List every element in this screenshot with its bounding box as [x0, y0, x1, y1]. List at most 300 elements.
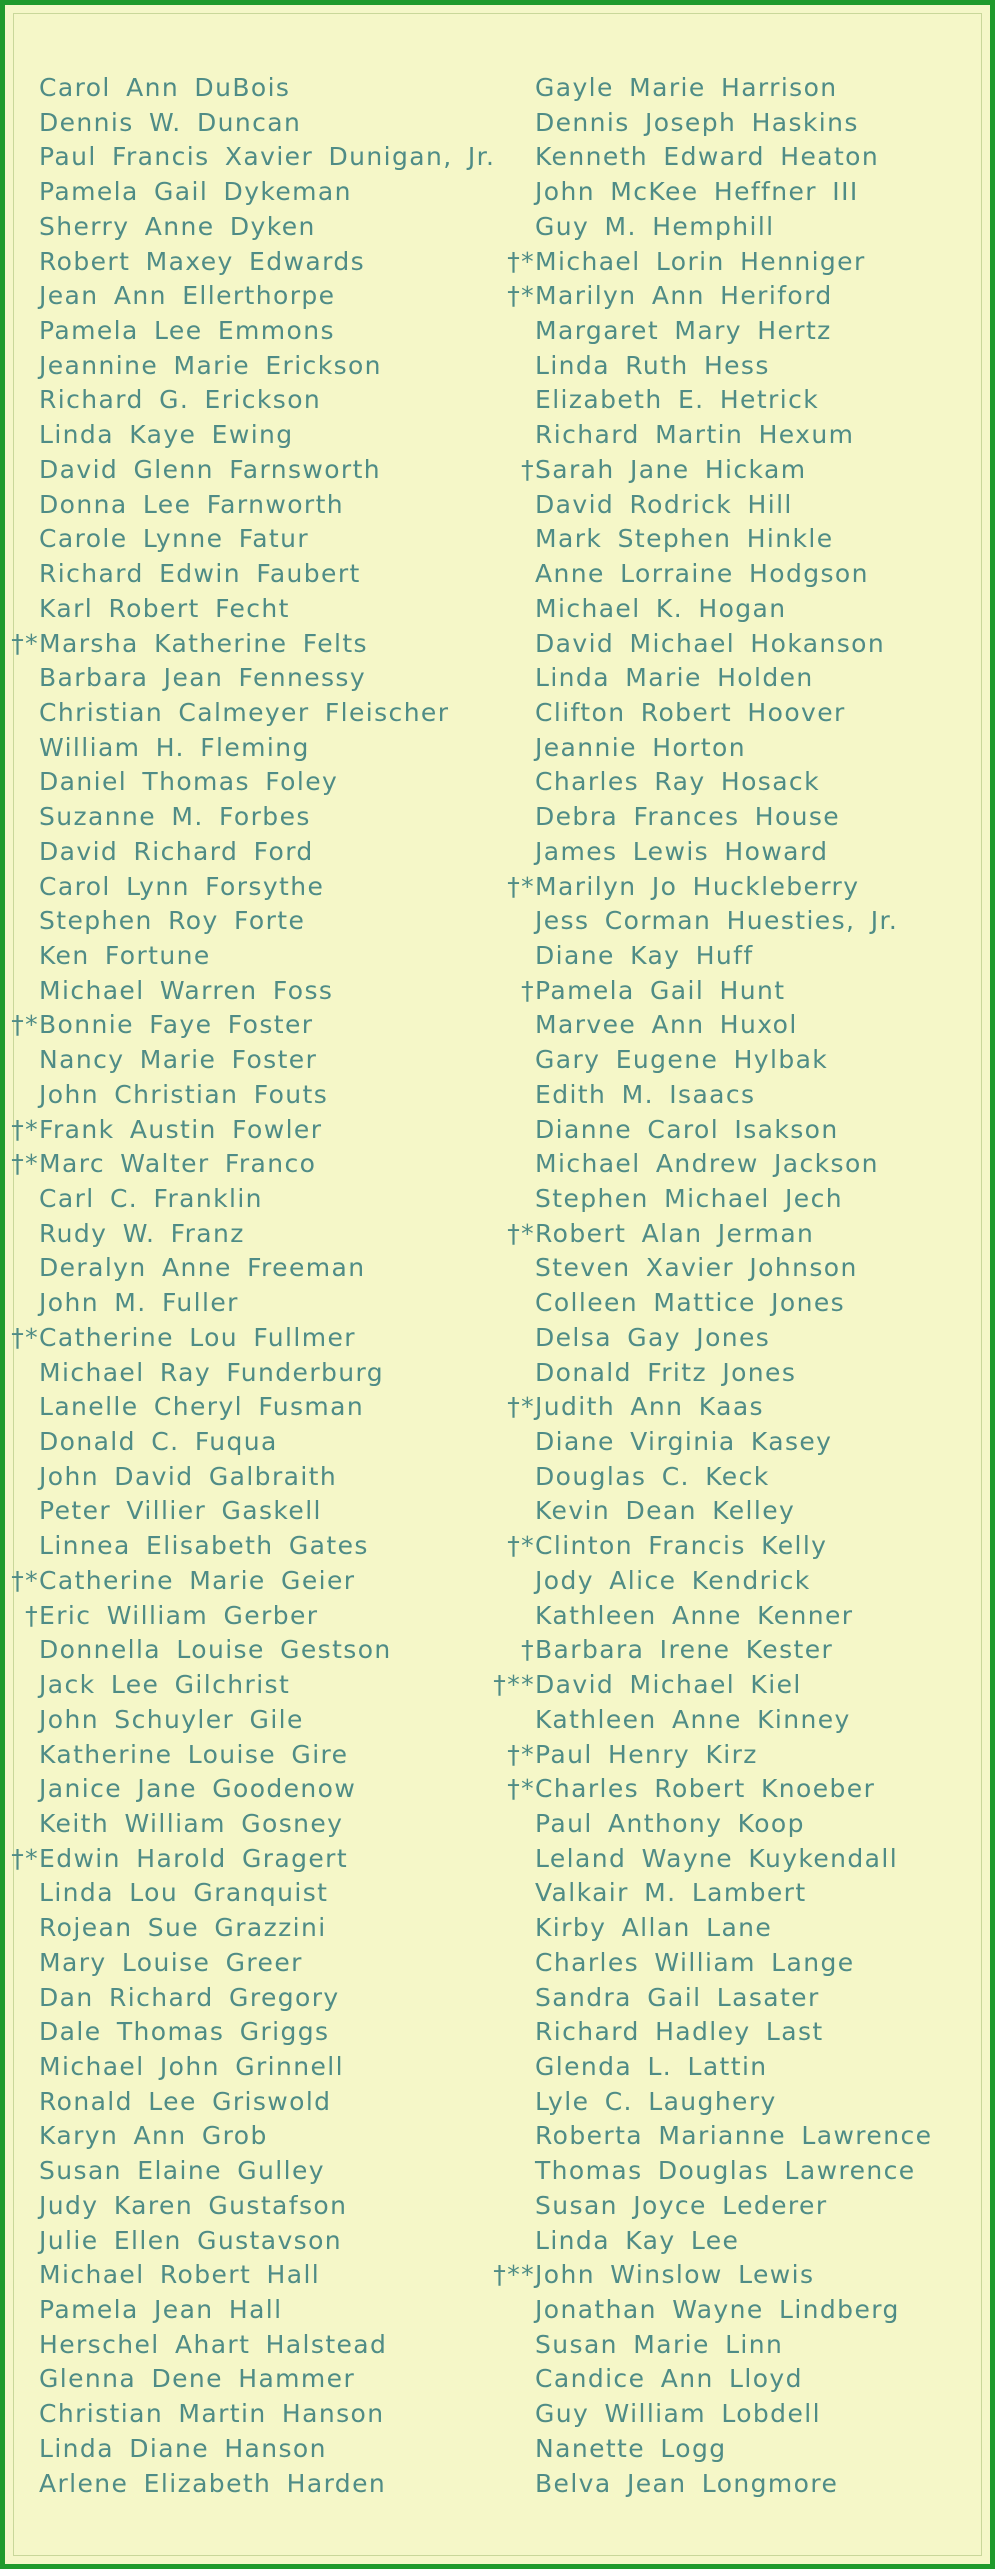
name-entry: [477, 1113, 987, 1148]
name-entry: [477, 1529, 987, 1564]
name-entry: [9, 2467, 489, 2502]
name-entry: [9, 522, 489, 557]
entry-name: Kathleen Anne Kinney: [535, 1704, 851, 1734]
entry-mark: †: [25, 1600, 39, 1630]
entry-name: Keith William Gosney: [39, 1808, 344, 1838]
name-entry: [9, 1494, 489, 1529]
entry-name: Linda Diane Hanson: [39, 2433, 327, 2463]
name-entry: [9, 661, 489, 696]
name-entry: [9, 2015, 489, 2050]
entry-name: Linda Marie Holden: [535, 663, 814, 693]
name-entry: [9, 800, 489, 835]
entry-name: Pamela Gail Dykeman: [39, 177, 352, 207]
entry-name: Donna Lee Farnworth: [39, 489, 345, 519]
name-entry: [9, 1772, 489, 1807]
entry-name: Pamela Gail Hunt: [535, 975, 786, 1005]
entry-name: Gary Eugene Hylbak: [535, 1045, 829, 1075]
name-entry: [9, 279, 489, 314]
name-entry: [9, 557, 489, 592]
entry-name: Linda Ruth Hess: [535, 350, 770, 380]
entry-name: Candice Ann Lloyd: [535, 2364, 803, 2394]
entry-name: John M. Fuller: [39, 1288, 239, 1318]
entry-mark: †**: [493, 2260, 535, 2290]
entry-name: Katherine Louise Gire: [39, 1739, 349, 1769]
entry-name: Leland Wayne Kuykendall: [535, 1843, 899, 1873]
name-entry: [9, 71, 489, 106]
entry-name: Marvee Ann Huxol: [535, 1010, 798, 1040]
entry-name: Karl Robert Fecht: [39, 593, 290, 623]
name-entry: [9, 1147, 489, 1182]
entry-name: Carol Ann DuBois: [39, 73, 291, 102]
name-entry: [477, 349, 987, 384]
entry-name: Jeannine Marie Erickson: [39, 350, 382, 380]
entry-name: Gayle Marie Harrison: [535, 73, 838, 102]
name-entry: [477, 661, 987, 696]
name-entry: [477, 2189, 987, 2224]
name-entry: [477, 557, 987, 592]
entry-name: Margaret Mary Hertz: [535, 316, 832, 346]
entry-name: Sandra Gail Lasater: [535, 1982, 820, 2012]
entry-name: Guy M. Hemphill: [535, 211, 775, 241]
name-entry: [477, 2293, 987, 2328]
entry-name: Donald C. Fuqua: [39, 1427, 278, 1457]
name-entry: [9, 1633, 489, 1668]
name-entry: [477, 1564, 987, 1599]
name-entry: [9, 418, 489, 453]
entry-name: Marilyn Jo Huckleberry: [535, 871, 860, 901]
left-name-column: [9, 71, 496, 2501]
name-entry: [477, 383, 987, 418]
name-entry: [477, 1842, 987, 1877]
name-entry: [9, 1390, 489, 1425]
entry-mark: †: [521, 975, 535, 1005]
entry-name: Barbara Jean Fennessy: [39, 663, 367, 693]
entry-name: Michael Robert Hall: [39, 2260, 321, 2290]
name-entry: [477, 1772, 987, 1807]
name-entry: [9, 2293, 489, 2328]
entry-name: Jean Ann Ellerthorpe: [39, 281, 336, 311]
entry-mark: †*: [11, 1322, 39, 1352]
entry-name: Ken Fortune: [39, 940, 211, 970]
name-entry: [477, 2015, 987, 2050]
name-entry: [9, 175, 489, 210]
entry-name: Richard Martin Hexum: [535, 420, 855, 450]
entry-name: Robert Maxey Edwards: [39, 246, 366, 276]
entry-name: Mark Stephen Hinkle: [535, 524, 834, 554]
entry-name: Michael Ray Funderburg: [39, 1357, 385, 1387]
entry-name: Glenda L. Lattin: [535, 2051, 768, 2081]
name-entry: [9, 1911, 489, 1946]
entry-name: Kathleen Anne Kenner: [535, 1600, 854, 1630]
entry-name: Carol Lynn Forsythe: [39, 871, 325, 901]
entry-name: David Glenn Farnsworth: [39, 454, 382, 484]
name-entry: [9, 1599, 489, 1634]
entry-name: Christian Martin Hanson: [39, 2399, 385, 2429]
name-entry: [477, 488, 987, 523]
name-entry: [9, 106, 489, 141]
entry-name: Glenna Dene Hammer: [39, 2364, 356, 2394]
entry-name: Michael K. Hogan: [535, 593, 787, 623]
name-entry: [9, 1842, 489, 1877]
name-entry: [477, 1356, 987, 1391]
name-entry: [477, 1807, 987, 1842]
name-entry: [477, 453, 987, 488]
entry-name: Kevin Dean Kelley: [535, 1496, 796, 1526]
name-entry: [477, 71, 987, 106]
entry-name: Jeannie Horton: [535, 732, 746, 762]
entry-name: Pamela Jean Hall: [39, 2295, 283, 2324]
entry-name: Jess Corman Huesties, Jr.: [535, 906, 899, 936]
entry-name: Clifton Robert Hoover: [535, 697, 846, 727]
entry-name: Elizabeth E. Hetrick: [535, 385, 820, 415]
name-entry: [9, 2050, 489, 2085]
entry-name: Deralyn Anne Freeman: [39, 1253, 366, 1283]
name-entry: [9, 2189, 489, 2224]
entry-name: Daniel Thomas Foley: [39, 767, 339, 797]
entry-name: Marc Walter Franco: [39, 1149, 317, 1179]
entry-name: Guy William Lobdell: [535, 2399, 821, 2429]
name-entry: [477, 870, 987, 905]
entry-name: David Michael Hokanson: [535, 628, 886, 658]
entry-name: Carl C. Franklin: [39, 1184, 263, 1213]
entry-mark: †*: [507, 1739, 535, 1769]
name-entry: [9, 1356, 489, 1391]
name-entry: [9, 2362, 489, 2397]
entry-name: Carole Lynne Fatur: [39, 524, 310, 554]
name-entry: [477, 1738, 987, 1773]
entry-name: Frank Austin Fowler: [39, 1114, 323, 1144]
entry-name: Charles Ray Hosack: [535, 767, 820, 797]
entry-name: Eric William Gerber: [39, 1600, 319, 1630]
entry-name: Susan Marie Linn: [535, 2329, 784, 2359]
entry-name: Susan Joyce Lederer: [535, 2190, 828, 2220]
entry-name: Sarah Jane Hickam: [535, 454, 807, 484]
entry-name: John David Galbraith: [39, 1461, 338, 1491]
name-entry: [477, 731, 987, 766]
name-entry: [477, 1876, 987, 1911]
name-entry: [9, 1182, 489, 1217]
name-entry: [477, 1321, 987, 1356]
name-entry: [477, 1981, 987, 2016]
entry-mark: †*: [11, 1565, 39, 1595]
entry-name: Dale Thomas Griggs: [39, 2017, 330, 2047]
entry-name: David Michael Kiel: [535, 1670, 802, 1700]
entry-name: Jonathan Wayne Lindberg: [535, 2295, 900, 2324]
entry-mark: †: [521, 1635, 535, 1665]
entry-name: Julie Ellen Gustavson: [39, 2225, 343, 2255]
entry-name: Paul Henry Kirz: [535, 1739, 758, 1769]
entry-name: Lyle C. Laughery: [535, 2086, 777, 2116]
entry-name: Paul Anthony Koop: [535, 1808, 805, 1838]
entry-name: Douglas C. Keck: [535, 1461, 770, 1491]
entry-name: Delsa Gay Jones: [535, 1322, 771, 1352]
entry-name: John McKee Heffner III: [535, 177, 859, 207]
name-entry: [9, 974, 489, 1009]
name-entry: [477, 175, 987, 210]
entry-name: Michael Lorin Henniger: [535, 246, 866, 276]
name-entry: [9, 2432, 489, 2467]
entry-name: William H. Fleming: [39, 732, 310, 762]
entry-name: Linda Kay Lee: [535, 2225, 740, 2255]
name-entry: [9, 2119, 489, 2154]
entry-name: Mary Louise Greer: [39, 1947, 303, 1977]
name-entry: [477, 106, 987, 141]
name-entry: [477, 1251, 987, 1286]
entry-name: Donald Fritz Jones: [535, 1357, 797, 1387]
entry-name: Linnea Elisabeth Gates: [39, 1531, 369, 1561]
entry-mark: †*: [11, 1114, 39, 1144]
entry-name: Roberta Marianne Lawrence: [535, 2121, 933, 2151]
entry-name: Linda Lou Granquist: [39, 1878, 329, 1908]
entry-name: Charles William Lange: [535, 1947, 855, 1977]
name-entry: [477, 1668, 987, 1703]
entry-name: Dennis Joseph Haskins: [535, 107, 859, 137]
entry-name: Judy Karen Gustafson: [39, 2190, 348, 2220]
name-entry: [477, 1460, 987, 1495]
name-entry: [9, 696, 489, 731]
name-entry: [9, 245, 489, 280]
name-entry: [477, 1182, 987, 1217]
name-entry: [477, 2362, 987, 2397]
name-entry: [9, 1286, 489, 1321]
entry-name: Nancy Marie Foster: [39, 1045, 318, 1075]
name-entry: [9, 765, 489, 800]
name-entry: [9, 1981, 489, 2016]
entry-name: Arlene Elizabeth Harden: [39, 2468, 387, 2498]
name-entry: [9, 2154, 489, 2189]
entry-name: Dennis W. Duncan: [39, 107, 302, 137]
name-entry: [9, 1703, 489, 1738]
entry-name: Pamela Lee Emmons: [39, 316, 335, 346]
name-entry: [9, 1251, 489, 1286]
entry-name: John Schuyler Gile: [39, 1704, 304, 1734]
entry-name: Stephen Michael Jech: [535, 1184, 843, 1213]
entry-name: Sherry Anne Dyken: [39, 211, 316, 241]
entry-name: Bonnie Faye Foster: [39, 1010, 314, 1040]
entry-name: Michael Andrew Jackson: [535, 1149, 879, 1179]
name-entry: [9, 1043, 489, 1078]
name-entry: [477, 592, 987, 627]
name-entry: [477, 627, 987, 662]
entry-mark: †*: [507, 871, 535, 901]
name-entry: [477, 522, 987, 557]
name-entry: [477, 140, 987, 175]
entry-name: Robert Alan Jerman: [535, 1218, 815, 1248]
entry-name: Marsha Katherine Felts: [39, 628, 368, 658]
name-entry: [9, 2224, 489, 2259]
name-entry: [9, 870, 489, 905]
entry-name: Barbara Irene Kester: [535, 1635, 834, 1665]
name-entry: [477, 904, 987, 939]
name-entry: [9, 731, 489, 766]
name-entry: [9, 1425, 489, 1460]
name-entry: [9, 1008, 489, 1043]
name-entry: [9, 1807, 489, 1842]
entry-mark: †: [521, 454, 535, 484]
name-entry: [9, 1460, 489, 1495]
right-name-column: [477, 71, 987, 2501]
entry-name: Belva Jean Longmore: [535, 2468, 839, 2498]
entry-name: Colleen Mattice Jones: [535, 1288, 846, 1318]
entry-mark: †**: [493, 1670, 535, 1700]
entry-name: Peter Villier Gaskell: [39, 1496, 322, 1526]
name-entry: [477, 2050, 987, 2085]
name-entry: [477, 1008, 987, 1043]
entry-name: Richard G. Erickson: [39, 385, 322, 415]
entry-name: Herschel Ahart Halstead: [39, 2329, 388, 2359]
entry-mark: †*: [507, 1392, 535, 1422]
name-entry: [477, 210, 987, 245]
entry-name: John Christian Fouts: [39, 1079, 329, 1109]
name-entry: [477, 1946, 987, 1981]
name-entry: [9, 453, 489, 488]
entry-name: Susan Elaine Gulley: [39, 2156, 325, 2186]
entry-mark: †*: [11, 1149, 39, 1179]
entry-mark: †*: [507, 281, 535, 311]
entry-mark: †*: [507, 246, 535, 276]
entry-name: Kenneth Edward Heaton: [535, 142, 880, 172]
entry-name: James Lewis Howard: [535, 836, 829, 866]
name-entry: [477, 245, 987, 280]
name-entry: [9, 2258, 489, 2293]
entry-name: Michael Warren Foss: [39, 975, 334, 1005]
name-entry: [477, 2328, 987, 2363]
entry-mark: †*: [507, 1218, 535, 1248]
name-entry: [477, 765, 987, 800]
entry-name: Diane Virginia Kasey: [535, 1427, 833, 1457]
name-entry: [9, 592, 489, 627]
entry-name: Nanette Logg: [535, 2433, 727, 2463]
name-entry: [477, 696, 987, 731]
name-entry: [477, 1390, 987, 1425]
entry-name: Kirby Allan Lane: [535, 1913, 773, 1943]
name-entry: [9, 1113, 489, 1148]
name-entry: [477, 1703, 987, 1738]
entry-name: Christian Calmeyer Fleischer: [39, 697, 450, 727]
name-entry: [9, 1217, 489, 1252]
name-entry: [477, 2432, 987, 2467]
name-entry: [477, 418, 987, 453]
name-entry: [477, 1147, 987, 1182]
name-entry: [9, 1668, 489, 1703]
name-entry: [9, 1946, 489, 1981]
entry-name: Marilyn Ann Heriford: [535, 281, 833, 311]
entry-mark: †*: [11, 1010, 39, 1040]
entry-name: Karyn Ann Grob: [39, 2121, 268, 2151]
entry-name: John Winslow Lewis: [535, 2260, 815, 2290]
entry-name: Ronald Lee Griswold: [39, 2086, 332, 2116]
name-entry: [477, 1043, 987, 1078]
name-entry: [9, 140, 496, 175]
name-entry: [477, 279, 987, 314]
name-entry: [477, 1599, 987, 1634]
name-entry: [477, 835, 987, 870]
name-entry: [9, 835, 489, 870]
entry-name: Dianne Carol Isakson: [535, 1114, 839, 1144]
entry-name: Charles Robert Knoeber: [535, 1774, 876, 1804]
entry-name: Valkair M. Lambert: [535, 1878, 807, 1908]
name-entry: [9, 1564, 489, 1599]
name-entry: [477, 2085, 987, 2120]
entry-name: Jack Lee Gilchrist: [39, 1670, 291, 1700]
entry-mark: †*: [507, 1774, 535, 1804]
name-entry: [9, 210, 489, 245]
name-entry: [477, 1425, 987, 1460]
entry-name: Debra Frances House: [535, 802, 841, 832]
name-entry: [9, 1078, 489, 1113]
entry-mark: †*: [507, 1531, 535, 1561]
name-entry: [477, 2224, 987, 2259]
entry-name: Diane Kay Huff: [535, 940, 754, 970]
entry-name: Jody Alice Kendrick: [535, 1565, 811, 1595]
entry-mark: †*: [11, 628, 39, 658]
name-entry: [9, 2328, 489, 2363]
entry-name: Dan Richard Gregory: [39, 1982, 340, 2012]
name-entry: [477, 1217, 987, 1252]
name-entry: [477, 1911, 987, 1946]
entry-name: Lanelle Cheryl Fusman: [39, 1392, 365, 1422]
name-entry: [9, 939, 489, 974]
name-entry: [477, 1494, 987, 1529]
name-entry: [477, 2119, 987, 2154]
entry-name: Judith Ann Kaas: [535, 1392, 764, 1422]
name-entry: [9, 1738, 489, 1773]
entry-name: David Richard Ford: [39, 836, 314, 866]
name-entry: [9, 627, 489, 662]
name-entry: [477, 2258, 987, 2293]
name-entry: [477, 1078, 987, 1113]
name-entry: [477, 2397, 987, 2432]
entry-name: Suzanne M. Forbes: [39, 802, 311, 832]
entry-name: Clinton Francis Kelly: [535, 1531, 828, 1561]
entry-name: David Rodrick Hill: [535, 489, 793, 519]
entry-name: Rudy W. Franz: [39, 1218, 245, 1248]
name-entry: [477, 2467, 987, 2502]
name-entry: [477, 2154, 987, 2189]
name-entry: [477, 1633, 987, 1668]
name-entry: [9, 1321, 489, 1356]
name-entry: [477, 800, 987, 835]
entry-name: Catherine Lou Fullmer: [39, 1322, 356, 1352]
entry-mark: †*: [11, 1843, 39, 1873]
entry-name: Steven Xavier Johnson: [535, 1253, 858, 1283]
name-entry: [9, 2085, 489, 2120]
entry-name: Edith M. Isaacs: [535, 1079, 756, 1109]
name-entry: [9, 349, 489, 384]
name-entry: [9, 383, 489, 418]
name-entry: [9, 904, 489, 939]
entry-name: Linda Kaye Ewing: [39, 420, 294, 450]
name-entry: [9, 1876, 489, 1911]
entry-name: Michael John Grinnell: [39, 2051, 344, 2081]
name-entry: [477, 939, 987, 974]
entry-name: Edwin Harold Gragert: [39, 1843, 349, 1873]
name-entry: [477, 974, 987, 1009]
entry-name: Anne Lorraine Hodgson: [535, 559, 869, 589]
name-entry: [9, 314, 489, 349]
entry-name: Rojean Sue Grazzini: [39, 1913, 327, 1943]
entry-name: Richard Edwin Faubert: [39, 559, 361, 589]
name-entry: [477, 1286, 987, 1321]
entry-name: Richard Hadley Last: [535, 2017, 824, 2047]
entry-name: Thomas Douglas Lawrence: [535, 2156, 916, 2186]
entry-name: Paul Francis Xavier Dunigan, Jr.: [39, 142, 496, 172]
name-entry: [9, 1529, 489, 1564]
entry-name: Catherine Marie Geier: [39, 1565, 356, 1595]
name-entry: [9, 488, 489, 523]
name-entry: [9, 2397, 489, 2432]
entry-name: Stephen Roy Forte: [39, 906, 306, 936]
